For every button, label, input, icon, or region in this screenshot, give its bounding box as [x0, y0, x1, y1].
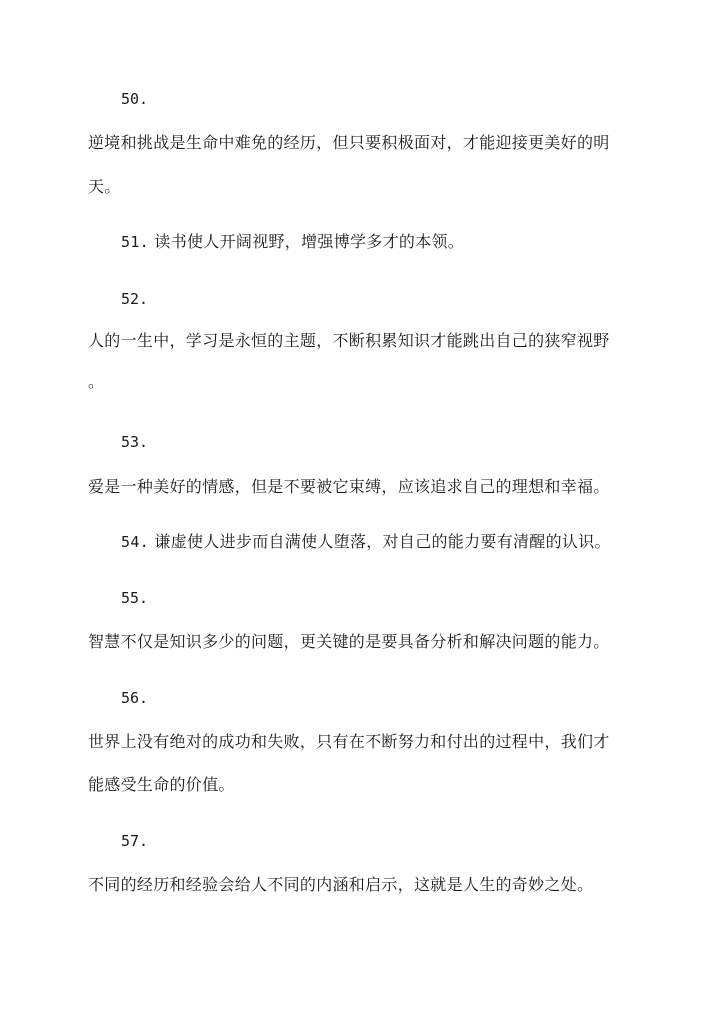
entry-53-number: 53. — [121, 433, 149, 451]
entry-50-line-1: 逆境和挑战是生命中难免的经历，但只要积极面对，才能迎接更美好的明 — [88, 133, 610, 152]
entry-53-line-1: 爱是一种美好的情感，但是不要被它束缚，应该追求自己的理想和幸福。 — [88, 477, 610, 496]
entry-52-line-2: 。 — [88, 372, 105, 391]
entry-51-text: 读书使人开阔视野，增强博学多才的本领。 — [154, 232, 465, 251]
entry-51-number: 51. — [121, 233, 149, 251]
entry-55-number: 55. — [121, 589, 149, 607]
entry-52-line-1: 人的一生中，学习是永恒的主题，不断积累知识才能跳出自己的狭窄视野 — [88, 331, 610, 350]
entry-56-line-2: 能感受生命的价值。 — [88, 775, 235, 794]
entry-57-number: 57. — [121, 832, 149, 850]
entry-57-line-1: 不同的经历和经验会给人不同的内涵和启示，这就是人生的奇妙之处。 — [88, 875, 594, 894]
entry-54-text: 谦虚使人进步而自满使人堕落，对自己的能力要有清醒的认识。 — [154, 532, 611, 551]
entry-54-number: 54. — [121, 533, 149, 551]
entry-52-number: 52. — [121, 290, 149, 308]
entry-51 — [121, 232, 464, 252]
entry-54 — [121, 532, 611, 552]
entry-50-number: 50. — [121, 90, 149, 108]
entry-56-number: 56. — [121, 689, 149, 707]
entry-56-line-1: 世界上没有绝对的成功和失败，只有在不断努力和付出的过程中，我们才 — [88, 732, 610, 751]
entry-55-line-1: 智慧不仅是知识多少的问题，更关键的是要具备分析和解决问题的能力。 — [88, 632, 610, 651]
entry-50-line-2: 天。 — [88, 177, 121, 196]
